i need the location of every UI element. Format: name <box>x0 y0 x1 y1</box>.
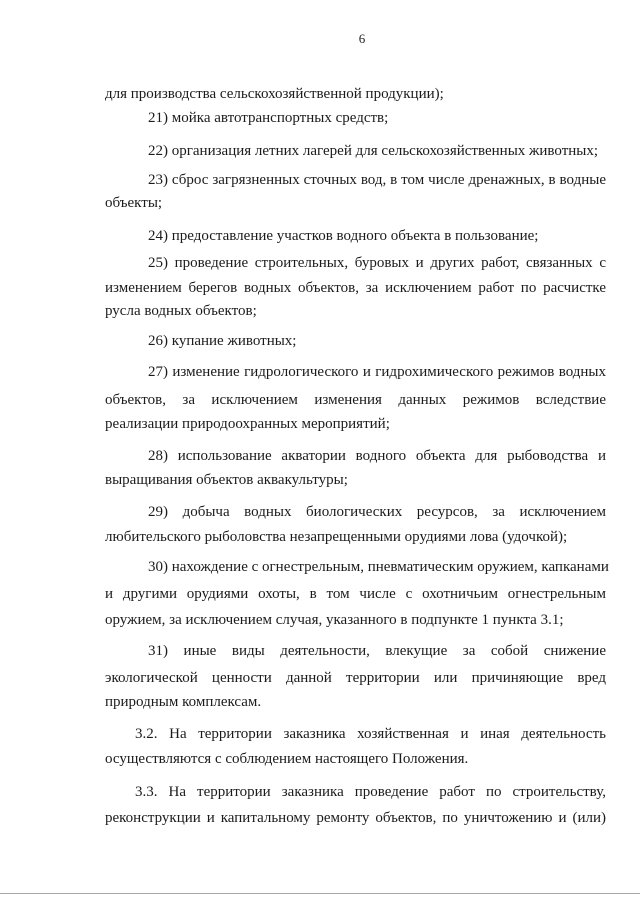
text-line: любительского рыболовства незапрещенными орудиями лова (удочкой); <box>105 529 568 545</box>
text-line: 31) иные виды деятельности, влекущие за собой снижение <box>148 643 606 659</box>
text-line: для производства сельскохозяйственной продукции); <box>105 86 444 102</box>
text-line: 26) купание животных; <box>148 333 297 349</box>
text-line: 25) проведение строительных, буровых и других работ, связанных с <box>148 255 606 271</box>
text-line: природным комплексам. <box>105 694 262 710</box>
text-line: реализации природоохранных мероприятий; <box>105 416 390 432</box>
text-line: и другими орудиями охоты, в том числе с охотничьим огнестрельным <box>105 586 606 602</box>
text-line: реконструкции и капитальному ремонту объектов, по уничтожению и (или) <box>105 810 606 826</box>
text-line: 21) мойка автотранспортных средств; <box>148 110 389 126</box>
page-number: 6 <box>358 31 366 46</box>
text-line: 30) нахождение с огнестрельным, пневматическим оружием, капканами <box>148 559 609 575</box>
text-line: 28) использование акватории водного объекта для рыбоводства и <box>148 448 606 464</box>
text-line: объектов, за исключением изменения данных режимов вследствие <box>105 392 606 408</box>
text-line: осуществляются с соблюдением настоящего Положения. <box>105 751 469 767</box>
text-line: 29) добыча водных биологических ресурсов, за исключением <box>148 504 606 520</box>
text-line: 27) изменение гидрологического и гидрохимического режимов водных <box>148 364 606 380</box>
text-line: экологической ценности данной территории или причиняющие вред <box>105 670 606 686</box>
text-line: объекты; <box>105 195 163 211</box>
text-line: изменением берегов водных объектов, за исключением работ по расчистке <box>105 280 606 296</box>
text-line: 22) организация летних лагерей для сельскохозяйственных животных; <box>148 143 599 159</box>
text-line: 23) сброс загрязненных сточных вод, в том числе дренажных, в водные <box>148 172 606 188</box>
text-line: выращивания объектов аквакультуры; <box>105 472 348 488</box>
text-line: 3.3. На территории заказника проведение работ по строительству, <box>135 784 606 800</box>
page-bottom-edge <box>0 893 640 894</box>
text-line: русла водных объектов; <box>105 303 257 319</box>
text-line: 24) предоставление участков водного объекта в пользование; <box>148 228 539 244</box>
text-line: оружием, за исключением случая, указанного в подпункте 1 пункта 3.1; <box>105 612 564 628</box>
text-line: 3.2. На территории заказника хозяйственная и иная деятельность <box>135 726 606 742</box>
